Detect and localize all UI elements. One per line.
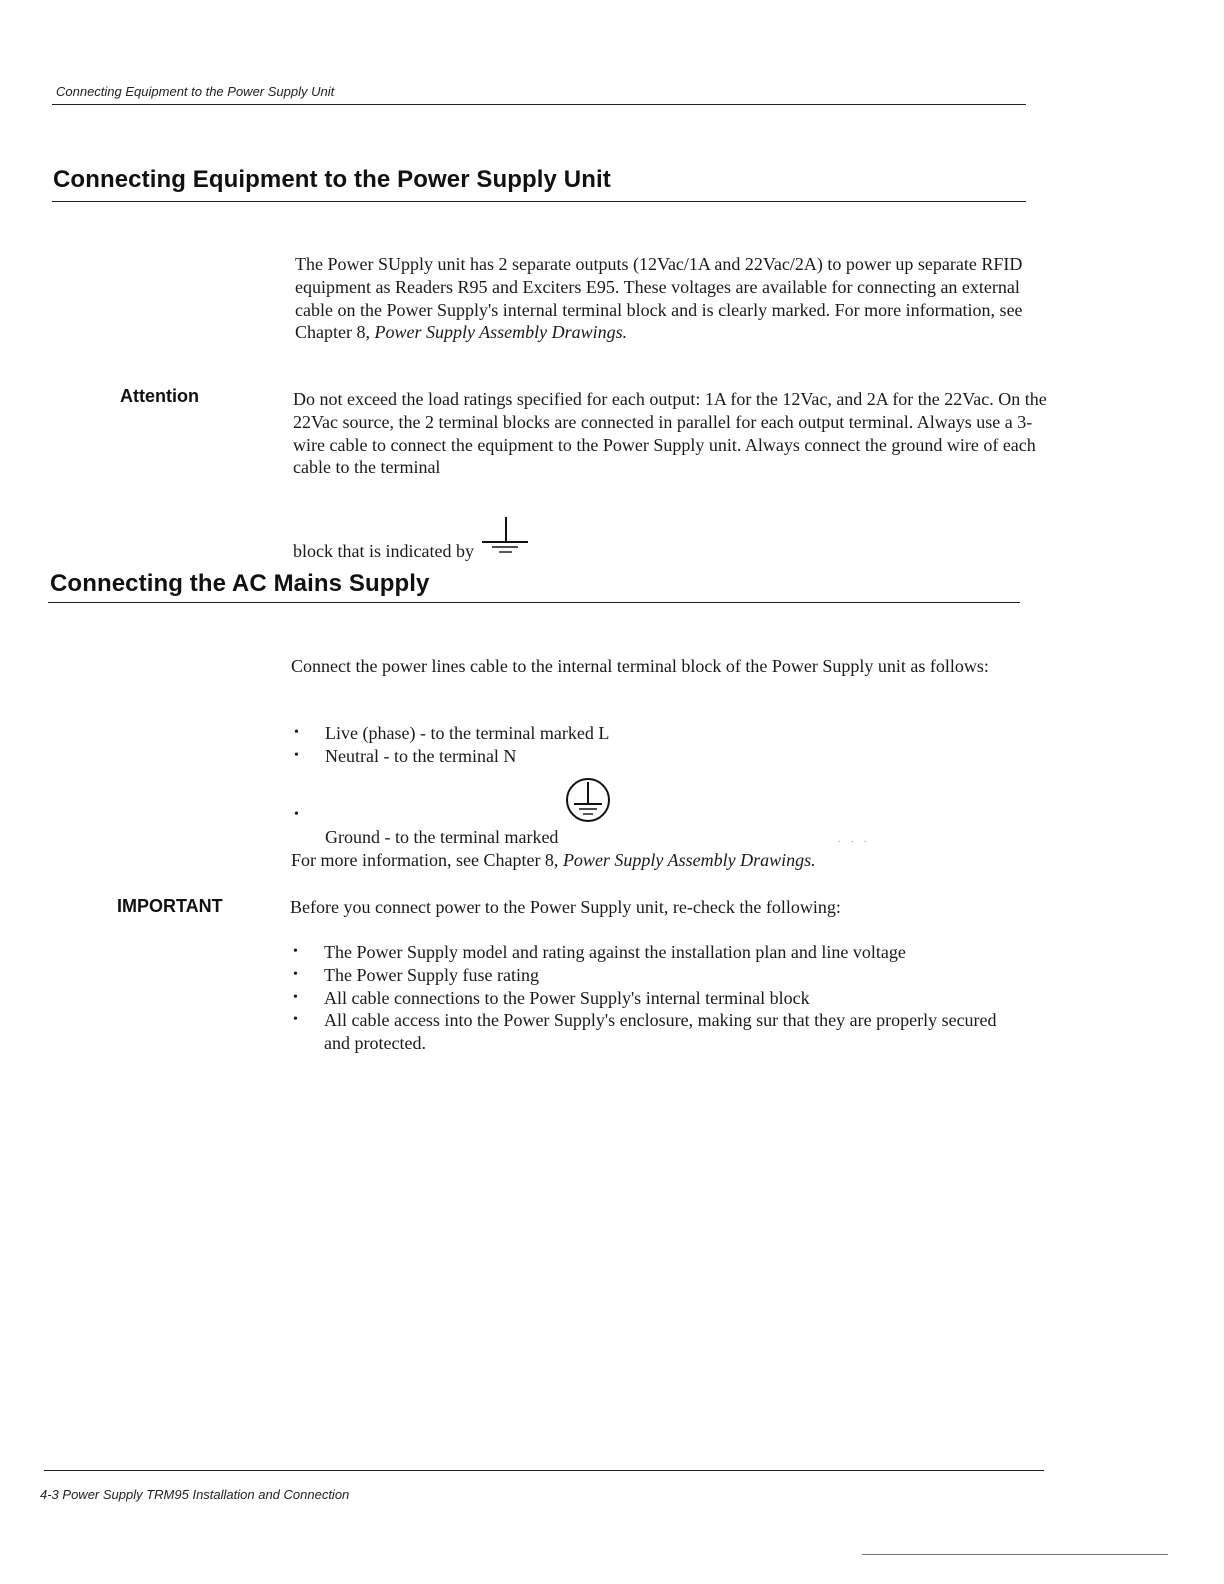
- list-item: • Live (phase) - to the terminal marked L: [292, 722, 1032, 745]
- protective-earth-icon: [564, 776, 612, 830]
- ac-mains-intro-paragraph: [291, 655, 1051, 678]
- page-footer: 4-3 Power Supply TRM95 Installation and Connection: [40, 1487, 350, 1502]
- footer-rule: [44, 1470, 1044, 1471]
- list-item: • The Power Supply fuse rating: [291, 964, 1051, 987]
- equipment-intro-paragraph: [295, 253, 1055, 344]
- equipment-intro-text: The Power SUpply unit has 2 separate outputs (12Vac/1A and 22Vac/2A) to power up separate RFID equipment as Readers R95 and Exciters E95. These voltages are available for connecting an external cable on the Power Supply's internal terminal block and is clearly marked. For more information, see Chapter 8,: [295, 254, 1023, 343]
- running-head: Connecting Equipment to the Power Supply Unit: [56, 84, 335, 99]
- attention-tail-text: block that is indicated by: [293, 541, 474, 561]
- ground-bullet: • Ground - to the terminal marked: [292, 776, 1032, 830]
- section-rule-equipment: [52, 201, 1026, 202]
- section-rule-ac-mains: [48, 602, 1020, 603]
- list-item: • The Power Supply model and rating against the installation plan and line voltage: [291, 941, 1051, 964]
- list-item: • Neutral - to the terminal N: [292, 745, 1032, 768]
- list-item: • All cable access into the Power Supply's enclosure, making sur that they are properly secured and protected.: [291, 1009, 1004, 1055]
- terminal-list: [292, 722, 1032, 768]
- ac-mains-more-info: [291, 849, 816, 872]
- bottom-edge-rule: [862, 1554, 1168, 1555]
- attention-text: Do not exceed the load ratings specified for each output: 1A for the 12Vac, and 2A for the 22Vac. On the 22Vac source, the 2 terminal blocks are connected in parallel for each output terminal. Always use a 3-wire cable to connect the equipment to the Power Supply unit. Always connect the ground wire of each cable to the terminal: [293, 389, 1047, 478]
- important-text: Before you connect power to the Power Supply unit, re-check the following:: [290, 897, 841, 917]
- equipment-intro-reference: Power Supply Assembly Drawings.: [374, 322, 628, 343]
- section-heading-equipment: Connecting Equipment to the Power Supply Unit: [53, 166, 611, 193]
- scan-specks: . . .: [838, 834, 871, 845]
- header-rule: [52, 104, 1026, 105]
- attention-label: Attention: [120, 386, 199, 406]
- more-info-reference: Power Supply Assembly Drawings.: [562, 850, 816, 870]
- important-intro: [290, 896, 841, 919]
- list-item: • All cable connections to the Power Supply's internal terminal block: [291, 987, 1051, 1010]
- more-info-text: For more information, see Chapter 8,: [291, 850, 563, 870]
- section-heading-ac-mains: Connecting the AC Mains Supply: [50, 570, 430, 597]
- attention-paragraph: [293, 388, 1053, 479]
- ground-symbol-icon: [478, 515, 528, 569]
- attention-tail-line: [293, 515, 528, 569]
- list-item: Ground - to the terminal marked: [325, 827, 559, 847]
- checklist: [291, 941, 1051, 1055]
- important-label: IMPORTANT: [117, 896, 223, 916]
- ac-mains-intro-text: Connect the power lines cable to the internal terminal block of the Power Supply unit as follows:: [291, 656, 989, 676]
